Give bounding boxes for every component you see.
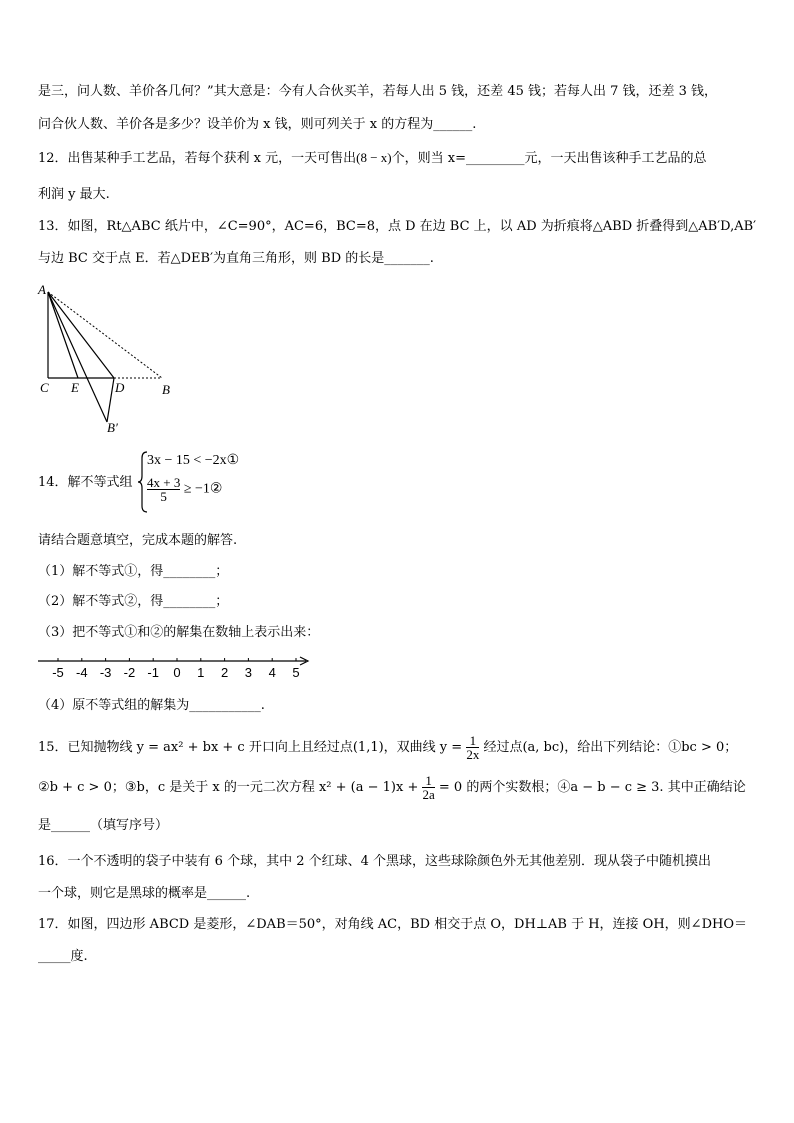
equation-fraction [422, 774, 434, 801]
hyperbola-denominator: 2x [466, 747, 480, 762]
number-line-tick-label: 3 [244, 665, 253, 680]
problem-14-part-1: （1）解不等式①，得________； [38, 564, 229, 579]
problem-11-continuation-line-2: 问合伙人数、羊价各是多少？设羊价为 x 钱，则可列关于 x 的方程为______. [38, 117, 477, 132]
problem-12-line-1 [38, 149, 707, 168]
problem-17-line-2: _____度. [38, 949, 88, 964]
number-line-tick-label: -4 [76, 665, 88, 680]
inequality-2-fraction [147, 476, 180, 503]
problem-15-line-2 [38, 774, 746, 801]
problem-15-line-1 [38, 734, 737, 761]
hyperbola-numerator: 1 [469, 733, 477, 748]
point-b-label: B [162, 382, 170, 397]
point-b-prime-label: B′ [107, 420, 118, 435]
problem-16-line-1: 16．一个不透明的袋子中装有 6 个球，其中 2 个红球、4 个黑球，这些球除颜色外无其他差别．现从袋子中随机摸出 [38, 854, 712, 869]
point-a-label: A [38, 282, 46, 297]
number-line-tick-label: 2 [220, 665, 229, 680]
problem-13-line-2: 与边 BC 交于点 E．若△DEB′为直角三角形，则 BD 的长是_______. [38, 251, 434, 266]
number-line-tick-label: -1 [147, 665, 159, 680]
point-e-label: E [71, 380, 79, 395]
problem-15-text-2a: ②b + c > 0；③b，c 是关于 x 的一元二次方程 x² + (a − 1)x + [38, 780, 419, 795]
number-line-tick-label: 1 [197, 665, 205, 680]
equation-denominator: 2a [422, 787, 435, 802]
point-c-label: C [40, 380, 49, 395]
number-line-tick-label: -5 [52, 665, 64, 680]
problem-15-text-1b: 经过点(a, bc)，给出下列结论：①bc > 0； [483, 740, 738, 755]
problem-17-line-1: 17．如图，四边形 ABCD 是菱形，∠DAB＝50°，对角线 AC，BD 相交于点 O，DH⊥AB 于 H，连接 OH，则∠DHO＝ [38, 917, 747, 932]
problem-15-line-3: 是______（填写序号） [38, 818, 169, 833]
problem-14-label: 14．解不等式组 [38, 475, 133, 490]
problem-12-line-2: 利润 y 最大. [38, 187, 110, 202]
problem-12-expression: (8 − x) [356, 150, 392, 165]
problem-14-part-4: （4）原不等式组的解集为___________. [38, 698, 265, 713]
problem-11-continuation-line-1: 是三，问人数、羊价各几何？”其大意是：今有人合伙买羊，若每人出 5 钱，还差 45 钱；若每人出 7 钱，还差 3 钱， [38, 84, 718, 99]
problem-13-line-1: 13．如图，Rt△ABC 纸片中，∠C=90°，AC=6，BC=8，点 D 在边 BC 上，以 AD 为折痕将△ABD 折叠得到△AB′D,AB′ [38, 219, 757, 234]
problem-15-text-1a: 15．已知抛物线 y = ax² + bx + c 开口向上且经过点(1,1)，双曲线 y = [38, 740, 463, 755]
problem-16-line-2: 一个球，则它是黑球的概率是______. [38, 886, 251, 901]
number-line-tick-label: 5 [292, 665, 300, 680]
number-line [36, 652, 316, 684]
inequality-2-denominator: 5 [147, 489, 180, 503]
number-line-tick-label: 0 [173, 665, 181, 680]
number-line-tick-label: -2 [123, 665, 136, 680]
problem-12-text-post: 个，则当 x=_________元，一天出售该种手工艺品的总 [391, 151, 707, 166]
inequality-1: 3x − 15 < −2x① [147, 453, 240, 468]
equation-numerator: 1 [425, 773, 432, 788]
inequality-2 [147, 476, 222, 503]
inequality-2-tail: ≥ −1② [183, 481, 223, 497]
number-line-tick-label: 4 [268, 665, 276, 680]
problem-14-prompt: 请结合题意填空，完成本题的解答. [38, 533, 238, 548]
problem-12-text-pre: 12．出售某种手工艺品，若每个获利 x 元，一天可售出 [38, 151, 357, 166]
inequality-2-numerator: 4x + 3 [147, 475, 181, 490]
number-line-tick-label: -3 [99, 665, 112, 680]
problem-14-part-3: （3）把不等式①和②的解集在数轴上表示出来： [38, 625, 320, 640]
triangle-fold-figure [34, 280, 184, 435]
problem-14-part-2: （2）解不等式②，得________； [38, 594, 229, 609]
hyperbola-fraction [466, 734, 479, 761]
problem-15-text-2b: = 0 的两个实数根；④a − b − c ≥ 3. 其中正确结论 [438, 780, 746, 795]
point-d-label: D [115, 380, 125, 395]
